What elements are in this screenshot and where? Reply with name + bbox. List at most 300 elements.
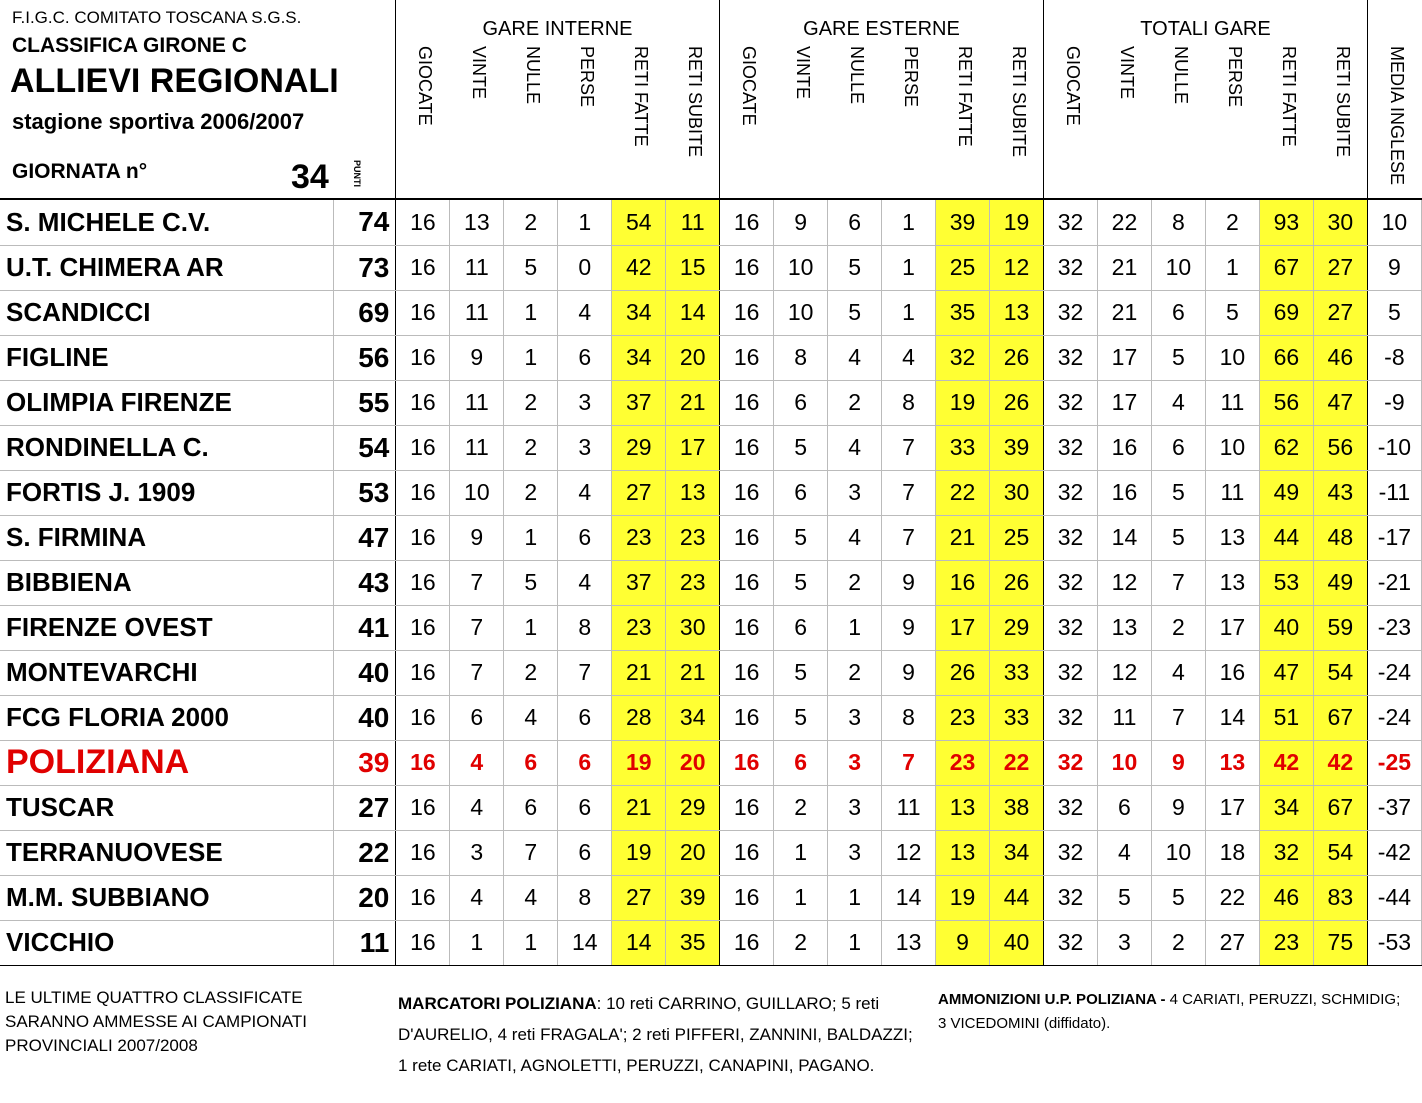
stat-cell: 2 [828, 560, 882, 605]
stat-cell: 17 [936, 605, 990, 650]
stat-cell: 8 [882, 380, 936, 425]
team-name: TUSCAR [0, 785, 334, 830]
stat-cell: 32 [1044, 830, 1098, 875]
table-row [0, 200, 1422, 245]
stat-cell: 5 [774, 560, 828, 605]
stat-cell: 2 [828, 650, 882, 695]
stat-cell: 4 [828, 425, 882, 470]
stat-cell: 16 [720, 335, 774, 380]
stat-cell: 22 [936, 470, 990, 515]
stat-cell: 16 [720, 650, 774, 695]
stat-cell: 10 [1205, 425, 1259, 470]
scorers-label: MARCATORI POLIZIANA [398, 994, 597, 1013]
group-title: GARE INTERNE [482, 18, 633, 40]
stat-cell: 21 [612, 650, 666, 695]
stat-cell: 49 [1313, 560, 1367, 605]
stat-cell: 29 [666, 785, 720, 830]
stat-cell: 35 [936, 290, 990, 335]
season-label: stagione sportiva 2006/2007 [12, 109, 305, 134]
stat-cell: 16 [1097, 470, 1151, 515]
stat-cell: 42 [612, 245, 666, 290]
stat-cell: 33 [936, 425, 990, 470]
stat-cell: 2 [828, 380, 882, 425]
stat-cell: 32 [1044, 515, 1098, 560]
stat-cell: 6 [558, 785, 612, 830]
stat-cell: 39 [666, 875, 720, 920]
stat-cell: 13 [1205, 560, 1259, 605]
table-row [0, 605, 1422, 650]
stat-cell: 14 [612, 920, 666, 965]
stat-cell: 26 [990, 560, 1044, 605]
stat-cell: 22 [1097, 200, 1151, 245]
stat-cell: 32 [1044, 875, 1098, 920]
table-row [0, 920, 1422, 965]
team-name: POLIZIANA [0, 740, 334, 785]
stat-cell: 6 [558, 830, 612, 875]
stat-cell: 11 [882, 785, 936, 830]
col-header: NULLE [1171, 46, 1191, 105]
stat-cell: 5 [1151, 515, 1205, 560]
stat-cell: 67 [1313, 785, 1367, 830]
team-name: BIBBIENA [0, 560, 334, 605]
title-block [0, 0, 396, 199]
stat-cell: 27 [1205, 920, 1259, 965]
stat-cell: 11 [450, 290, 504, 335]
stat-cell: 5 [1151, 875, 1205, 920]
stat-cell: 3 [450, 830, 504, 875]
organization: F.I.G.C. COMITATO TOSCANA S.G.S. [12, 8, 302, 27]
points-cell: 69 [334, 290, 396, 335]
stat-cell: 44 [1259, 515, 1313, 560]
stat-cell: 23 [666, 560, 720, 605]
stat-cell: 16 [396, 560, 450, 605]
stat-cell: 2 [504, 200, 558, 245]
stat-cell: 16 [720, 920, 774, 965]
stat-cell: 29 [990, 605, 1044, 650]
stat-cell: 12 [990, 245, 1044, 290]
stat-cell: 42 [1259, 740, 1313, 785]
points-cell: 43 [334, 560, 396, 605]
stat-cell: 37 [612, 560, 666, 605]
stat-cell: 34 [1259, 785, 1313, 830]
group-totali-gare [1044, 0, 1368, 199]
stat-cell: 30 [666, 605, 720, 650]
stat-cell: 16 [396, 335, 450, 380]
stat-cell: 11 [666, 200, 720, 245]
stat-cell: 6 [774, 740, 828, 785]
punti-header: PUNTI [352, 160, 362, 187]
stat-cell: 93 [1259, 200, 1313, 245]
points-cell: 74 [334, 200, 396, 245]
stat-cell: 46 [1259, 875, 1313, 920]
stat-cell: 11 [1205, 380, 1259, 425]
stat-cell: 22 [1205, 875, 1259, 920]
stat-cell: 1 [828, 605, 882, 650]
stat-cell: 26 [990, 380, 1044, 425]
stat-cell: 75 [1313, 920, 1367, 965]
stat-cell: 21 [1097, 245, 1151, 290]
col-header: PERSE [1225, 46, 1245, 108]
stat-cell: 6 [828, 200, 882, 245]
stat-cell: -21 [1367, 560, 1421, 605]
stat-cell: 40 [1259, 605, 1313, 650]
stat-cell: 25 [936, 245, 990, 290]
stat-cell: 15 [666, 245, 720, 290]
stat-cell: -24 [1367, 695, 1421, 740]
table-row [0, 785, 1422, 830]
stat-cell: 16 [396, 785, 450, 830]
stat-cell: -42 [1367, 830, 1421, 875]
stat-cell: 66 [1259, 335, 1313, 380]
stat-cell: 4 [558, 290, 612, 335]
stat-cell: 7 [882, 425, 936, 470]
stat-cell: 13 [1097, 605, 1151, 650]
stat-cell: 6 [1097, 785, 1151, 830]
points-cell: 27 [334, 785, 396, 830]
stat-cell: 5 [774, 425, 828, 470]
stat-cell: 27 [612, 875, 666, 920]
stat-cell: 67 [1259, 245, 1313, 290]
stat-cell: 10 [1205, 335, 1259, 380]
stat-cell: -8 [1367, 335, 1421, 380]
stat-cell: 4 [450, 875, 504, 920]
stat-cell: 54 [612, 200, 666, 245]
stat-cell: 3 [828, 470, 882, 515]
stat-cell: 28 [612, 695, 666, 740]
stat-cell: 49 [1259, 470, 1313, 515]
points-cell: 22 [334, 830, 396, 875]
stat-cell: 16 [396, 200, 450, 245]
stat-cell: 20 [666, 740, 720, 785]
stat-cell: 16 [720, 875, 774, 920]
stat-cell: 40 [990, 920, 1044, 965]
stat-cell: 1 [504, 335, 558, 380]
stat-cell: 32 [1259, 830, 1313, 875]
stat-cell: 9 [774, 200, 828, 245]
classifica-label: CLASSIFICA GIRONE C [12, 34, 247, 57]
stat-cell: 56 [1313, 425, 1367, 470]
col-header: VINTE [793, 46, 813, 100]
points-cell: 56 [334, 335, 396, 380]
stat-cell: 16 [936, 560, 990, 605]
stat-cell: 6 [774, 605, 828, 650]
stat-cell: 16 [396, 425, 450, 470]
stat-cell: 25 [990, 515, 1044, 560]
stat-cell: 2 [774, 785, 828, 830]
stat-cell: 13 [1205, 740, 1259, 785]
stat-cell: 10 [774, 290, 828, 335]
stat-cell: 0 [558, 245, 612, 290]
stat-cell: 3 [1097, 920, 1151, 965]
stat-cell: 16 [720, 515, 774, 560]
stat-cell: 39 [990, 425, 1044, 470]
col-header: VINTE [1117, 46, 1137, 100]
group-gare-esterne [720, 0, 1044, 199]
stat-cell: 4 [450, 740, 504, 785]
stat-cell: 32 [1044, 560, 1098, 605]
stat-cell: 5 [828, 290, 882, 335]
stat-cell: 23 [1259, 920, 1313, 965]
stat-cell: 16 [720, 785, 774, 830]
stat-cell: 56 [1259, 380, 1313, 425]
stat-cell: 16 [396, 290, 450, 335]
stat-cell: 12 [882, 830, 936, 875]
stat-cell: 1 [774, 875, 828, 920]
stat-cell: -44 [1367, 875, 1421, 920]
stat-cell: 13 [936, 830, 990, 875]
stat-cell: 5 [828, 245, 882, 290]
stat-cell: 23 [612, 515, 666, 560]
stat-cell: 16 [720, 695, 774, 740]
stat-cell: 6 [558, 740, 612, 785]
stat-cell: 11 [1097, 695, 1151, 740]
stat-cell: 2 [504, 425, 558, 470]
col-header: GIOCATE [1063, 46, 1083, 126]
stat-cell: 13 [882, 920, 936, 965]
stat-cell: 11 [1205, 470, 1259, 515]
stat-cell: 27 [1313, 290, 1367, 335]
table-row [0, 380, 1422, 425]
stat-cell: 1 [504, 920, 558, 965]
stat-cell: 26 [990, 335, 1044, 380]
stat-cell: 10 [774, 245, 828, 290]
stat-cell: 5 [1205, 290, 1259, 335]
points-cell: 11 [334, 920, 396, 965]
stat-cell: 27 [612, 470, 666, 515]
stat-cell: 44 [990, 875, 1044, 920]
stat-cell: 19 [612, 830, 666, 875]
stat-cell: 13 [450, 200, 504, 245]
stat-cell: 9 [1151, 740, 1205, 785]
table-row [0, 650, 1422, 695]
stat-cell: 16 [720, 830, 774, 875]
stat-cell: 1 [558, 200, 612, 245]
col-header: RETI SUBITE [1009, 46, 1029, 158]
stat-cell: 16 [720, 605, 774, 650]
stat-cell: 4 [558, 470, 612, 515]
stat-cell: 42 [1313, 740, 1367, 785]
table-row [0, 695, 1422, 740]
stat-cell: 5 [1367, 290, 1421, 335]
col-header-media-inglese: MEDIA INGLESE [1387, 46, 1407, 186]
stat-cell: 7 [882, 470, 936, 515]
stat-cell: 47 [1259, 650, 1313, 695]
stat-cell: 43 [1313, 470, 1367, 515]
stat-cell: 2 [774, 920, 828, 965]
stat-cell: 5 [774, 515, 828, 560]
stat-cell: 1 [828, 920, 882, 965]
stat-cell: 30 [1313, 200, 1367, 245]
stat-cell: 3 [828, 830, 882, 875]
stat-cell: -53 [1367, 920, 1421, 965]
col-header: RETI FATTE [1279, 46, 1299, 147]
page-title: ALLIEVI REGIONALI [10, 62, 339, 100]
stat-cell: 32 [1044, 695, 1098, 740]
stat-cell: 32 [1044, 335, 1098, 380]
stat-cell: 23 [936, 695, 990, 740]
points-cell: 40 [334, 695, 396, 740]
stat-cell: 22 [990, 740, 1044, 785]
group-media-inglese [1368, 0, 1422, 199]
stat-cell: 39 [936, 200, 990, 245]
group-title: TOTALI GARE [1140, 18, 1271, 40]
points-cell: 53 [334, 470, 396, 515]
stat-cell: 4 [1097, 830, 1151, 875]
stat-cell: -23 [1367, 605, 1421, 650]
stat-cell: 1 [828, 875, 882, 920]
stat-cell: 7 [1151, 695, 1205, 740]
stat-cell: 9 [882, 605, 936, 650]
stat-cell: 3 [828, 695, 882, 740]
stat-cell: 32 [1044, 425, 1098, 470]
stat-cell: 21 [666, 380, 720, 425]
stat-cell: -37 [1367, 785, 1421, 830]
stat-cell: 13 [666, 470, 720, 515]
stat-cell: 9 [450, 335, 504, 380]
stat-cell: 8 [882, 695, 936, 740]
stat-cell: 17 [1205, 785, 1259, 830]
stat-cell: 5 [774, 695, 828, 740]
stat-cell: 16 [720, 740, 774, 785]
stat-cell: 9 [1367, 245, 1421, 290]
stat-cell: 1 [882, 245, 936, 290]
stat-cell: 2 [1205, 200, 1259, 245]
stat-cell: 21 [666, 650, 720, 695]
stat-cell: 62 [1259, 425, 1313, 470]
stat-cell: 8 [1151, 200, 1205, 245]
stat-cell: 6 [504, 740, 558, 785]
stat-cell: -10 [1367, 425, 1421, 470]
stat-cell: 32 [1044, 785, 1098, 830]
stat-cell: 32 [1044, 740, 1098, 785]
stat-cell: 14 [666, 290, 720, 335]
stat-cell: 6 [558, 695, 612, 740]
stat-cell: 16 [396, 830, 450, 875]
stat-cell: 4 [450, 785, 504, 830]
team-name: SCANDICCI [0, 290, 334, 335]
stat-cell: 18 [1205, 830, 1259, 875]
stat-cell: 3 [828, 740, 882, 785]
table-header [0, 0, 1422, 200]
bookings-text: 4 CARIATI, PERUZZI, SCHMIDIG; 3 VICEDOMINI (diffidato). [938, 991, 1401, 1032]
stat-cell: 1 [504, 605, 558, 650]
stat-cell: 6 [1151, 425, 1205, 470]
stat-cell: 10 [450, 470, 504, 515]
stat-cell: 2 [1151, 605, 1205, 650]
table-row [0, 875, 1422, 920]
stat-cell: 13 [990, 290, 1044, 335]
stat-cell: 2 [1151, 920, 1205, 965]
stat-cell: 16 [396, 245, 450, 290]
stat-cell: 11 [450, 245, 504, 290]
stat-cell: -25 [1367, 740, 1421, 785]
stat-cell: 14 [558, 920, 612, 965]
stat-cell: 6 [558, 515, 612, 560]
stat-cell: 37 [612, 380, 666, 425]
stat-cell: 11 [450, 380, 504, 425]
stat-cell: 16 [396, 650, 450, 695]
stat-cell: 6 [774, 380, 828, 425]
stat-cell: 16 [396, 740, 450, 785]
stat-cell: 7 [504, 830, 558, 875]
stat-cell: 16 [720, 245, 774, 290]
team-name: M.M. SUBBIANO [0, 875, 334, 920]
points-cell: 73 [334, 245, 396, 290]
stat-cell: 19 [936, 875, 990, 920]
stat-cell: 5 [1151, 335, 1205, 380]
stat-cell: 9 [882, 650, 936, 695]
stat-cell: 7 [558, 650, 612, 695]
team-name: S. MICHELE C.V. [0, 200, 334, 245]
stat-cell: 16 [720, 200, 774, 245]
stat-cell: 17 [1097, 380, 1151, 425]
stat-cell: 32 [1044, 245, 1098, 290]
col-header: PERSE [577, 46, 597, 108]
stat-cell: 33 [990, 695, 1044, 740]
stat-cell: 7 [450, 560, 504, 605]
stat-cell: 8 [774, 335, 828, 380]
stat-cell: 19 [612, 740, 666, 785]
stat-cell: 32 [1044, 290, 1098, 335]
stat-cell: 21 [612, 785, 666, 830]
stat-cell: 10 [1367, 200, 1421, 245]
stat-cell: 21 [1097, 290, 1151, 335]
stat-cell: 32 [1044, 605, 1098, 650]
stat-cell: 20 [666, 830, 720, 875]
stat-cell: 32 [1044, 470, 1098, 515]
giornata-number: 34 [291, 158, 329, 196]
stat-cell: 7 [882, 515, 936, 560]
stat-cell: 20 [666, 335, 720, 380]
stat-cell: 30 [990, 470, 1044, 515]
stat-cell: -9 [1367, 380, 1421, 425]
stat-cell: 27 [1313, 245, 1367, 290]
col-header: PERSE [901, 46, 921, 108]
col-header: NULLE [847, 46, 867, 105]
bookings-label: AMMONIZIONI U.P. POLIZIANA - [938, 991, 1166, 1008]
points-cell: 20 [334, 875, 396, 920]
stat-cell: 16 [720, 290, 774, 335]
stat-cell: 16 [720, 470, 774, 515]
col-header: GIOCATE [415, 46, 435, 126]
stat-cell: 69 [1259, 290, 1313, 335]
points-cell: 54 [334, 425, 396, 470]
stat-cell: 46 [1313, 335, 1367, 380]
stat-cell: 5 [504, 560, 558, 605]
stat-cell: 16 [396, 380, 450, 425]
team-name: MONTEVARCHI [0, 650, 334, 695]
points-cell: 41 [334, 605, 396, 650]
points-cell: 40 [334, 650, 396, 695]
points-cell: 55 [334, 380, 396, 425]
stat-cell: 1 [450, 920, 504, 965]
stat-cell: 5 [774, 650, 828, 695]
stat-cell: 10 [1151, 245, 1205, 290]
relegation-note: LE ULTIME QUATTRO CLASSIFICATE SARANNO AMMESSE AI CAMPIONATI PROVINCIALI 2007/2008 [5, 988, 307, 1055]
stat-cell: 1 [882, 290, 936, 335]
stat-cell: 5 [1151, 470, 1205, 515]
col-header: RETI SUBITE [1333, 46, 1353, 158]
table-row [0, 290, 1422, 335]
stat-cell: 16 [396, 875, 450, 920]
stat-cell: -17 [1367, 515, 1421, 560]
group-title: GARE ESTERNE [803, 18, 960, 40]
stat-cell: 5 [1097, 875, 1151, 920]
stat-cell: 47 [1313, 380, 1367, 425]
table-row [0, 560, 1422, 605]
team-name: FIGLINE [0, 335, 334, 380]
table-row [0, 515, 1422, 560]
